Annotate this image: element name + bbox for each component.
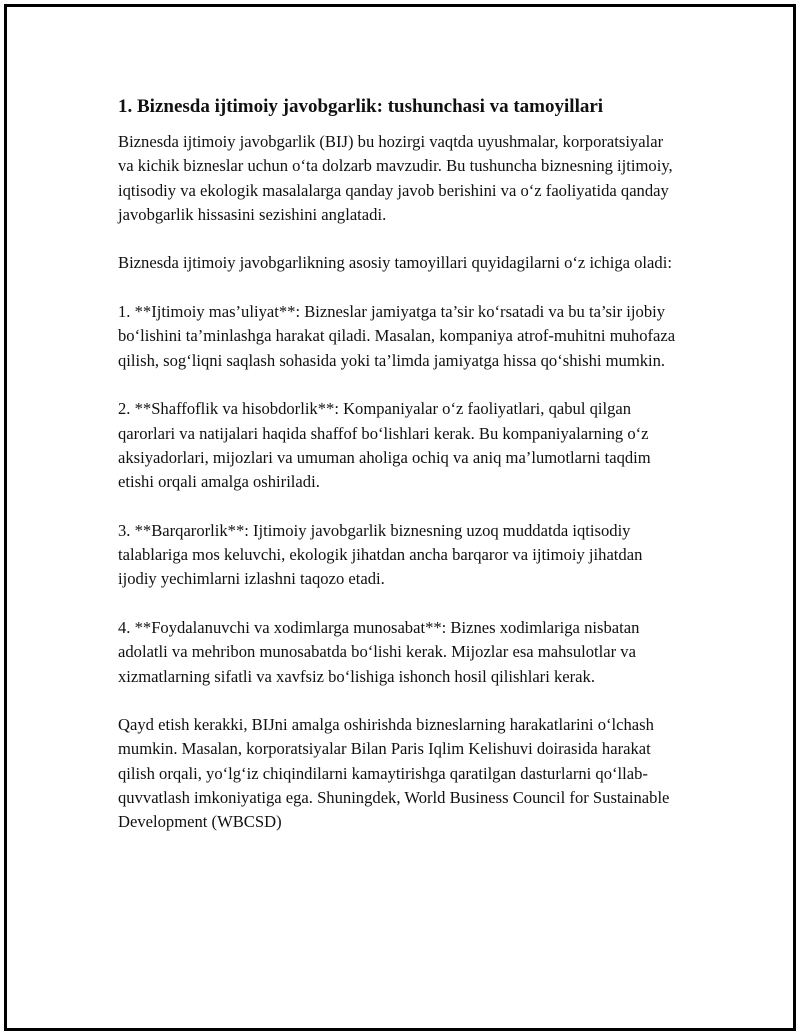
- paragraph-principle-3: 3. **Barqarorlik**: Ijtimoiy javobgarlik biznesning uzoq muddatda iqtisodiy talablariga mos keluvchi, ekologik jihatdan ancha barqaror va ijtimoiy jihatdan ijodiy yechimlarni izlashni taqozo etadi.: [118, 520, 643, 589]
- document-title: 1. Biznesda ijtimoiy javobgarlik: tushunchasi va tamoyillari: [118, 96, 604, 117]
- paragraph-principle-2: 2. **Shaffoflik va hisobdorlik**: Kompaniyalar o‘z faoliyatlari, qabul qilgan qarorlari va natijalari haqida shaffof bo‘lishlari kerak. Bu kompaniyalarning o‘z aksiyadorlari, mijozlari va umuman aholiga ochiq va aniq ma’lumotlarni taqdim etishi orqali amalga oshiriladi.: [118, 399, 651, 492]
- paragraph-conclusion: Qayd etish kerakki, BIJni amalga oshirishda bizneslarning harakatlarini o‘lchash mumkin. Masalan, korporatsiyalar Bilan Paris Iqlim Kelishuvi doirasida harakat qilish orqali, yo‘lg‘iz chiqindilarni kamaytirishga qaratilgan dasturlarni qo‘llab-quvvatlash imkoniyatiga ega. Shuningdek, World Business Council for Sustainable Development (WBCSD): [118, 715, 670, 832]
- paragraph-intro: Biznesda ijtimoiy javobgarlik (BIJ) bu hozirgi vaqtda uyushmalar, korporatsiyalar va kichik bizneslar uchun o‘ta dolzarb mavzudir. Bu tushuncha biznesning ijtimoiy, iqtisodiy va ekologik masalalarga qanday javob berishini va o‘z faoliyatida qanday javobgarlik hissasini sezishini anglatadi.: [118, 132, 673, 224]
- paragraph-principle-4: 4. **Foydalanuvchi va xodimlarga munosabat**: Biznes xodimlariga nisbatan adolatli va mehribon munosabatda bo‘lishi kerak. Mijozlar esa mahsulotlar va xizmatlarning sifatli va xavfsiz bo‘lishiga ishonch hosil qilishlari kerak.: [118, 617, 640, 686]
- paragraph-principle-1: 1. **Ijtimoiy mas’uliyat**: Bizneslar jamiyatga ta’sir ko‘rsatadi va bu ta’sir ijobiy bo‘lishini ta’minlashga harakat qiladi. Masalan, kompaniya atrof-muhitni muhofaza qilish, sog‘liqni saqlash sohasida yoki ta’limda jamiyatga hissa qo‘shishi mumkin.: [118, 302, 676, 370]
- document-body: [118, 94, 678, 859]
- paragraph-principles-intro: Biznesda ijtimoiy javobgarlikning asosiy tamoyillari quyidagilarni o‘z ichiga oladi:: [118, 253, 672, 273]
